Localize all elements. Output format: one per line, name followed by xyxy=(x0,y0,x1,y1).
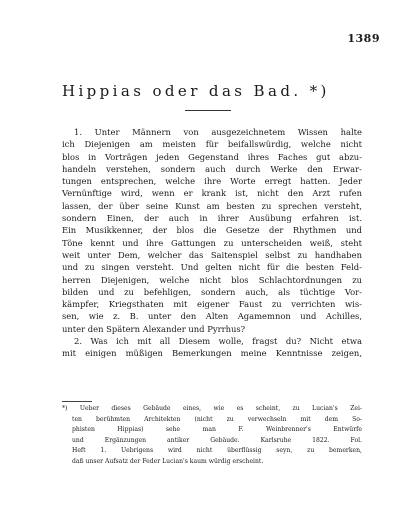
text-line: tungen entsprechen, welche ihre Worte erregt hatten. Jeder xyxy=(62,176,362,187)
footnote-line: *) Ueber dieses Gebäude eines, wie es scheint, zu Lucian's Zei- xyxy=(62,405,362,412)
footnote-line: Heft 1. Uebrigens wird nicht überflüssig seyn, zu bemerken, xyxy=(72,447,362,454)
text-line: Ein Musikkenner, der blos die Gesetze der Rhythmen und xyxy=(62,225,362,236)
text-line: ich Diejenigen am meisten für beifallswürdig, welche nicht xyxy=(62,139,362,150)
footnote xyxy=(62,404,362,467)
text-line: Töne kennt und ihre Gattungen zu unterscheiden weiß, steht xyxy=(62,237,362,248)
text-line: handeln verstehen, sondern auch durch Werke den Erwar- xyxy=(62,163,362,174)
text-line: sondern Einen, der auch in ihrer Ausübung erfahren ist. xyxy=(62,213,362,224)
text-line: 1. Unter Männern von ausgezeichnetem Wissen halte xyxy=(74,127,362,137)
footnote-line: und Ergänzungen antiker Gebäude. Karlsruhe 1822. Fol. xyxy=(72,436,362,444)
text-line: blos in Vorträgen jeden Gegenstand ihres Faches gut abzu- xyxy=(62,151,362,162)
footnote-divider xyxy=(62,401,92,402)
body-text xyxy=(62,126,362,360)
text-line: mit einigen müßigen Bemerkungen meine Kenntnisse zeigen, xyxy=(62,348,362,359)
footnote-line: ten berühmten Architekten (nicht zu verwechseln mit dem So- xyxy=(72,415,362,423)
text-line: weit unter Dem, welcher das Saitenspiel selbst zu handhaben xyxy=(62,249,362,260)
text-line: und zu singen versteht. Und gelten nicht für die besten Feld- xyxy=(62,262,362,273)
text-line: sen, wie z. B. unter den Alten Agamemnon und Achilles, xyxy=(62,311,362,322)
chapter-title: Hippias oder das Bad. *) xyxy=(62,82,330,100)
text-line: bilden und zu befehligen, sondern auch, als tüchtige Vor- xyxy=(62,286,362,297)
footnote-line: phisten Hippias) sehe man F. Weinbrenner's Entwürfe xyxy=(72,426,362,433)
title-divider xyxy=(185,110,231,111)
footnote-line: daß unser Aufsatz der Feder Lucian's kaum würdig erscheint. xyxy=(72,457,264,465)
text-line: lassen, der über seine Kunst am besten zu sprechen versteht, xyxy=(62,200,362,211)
text-line: 2. Was ich mit all Diesem wolle, fragst du? Nicht etwa xyxy=(74,336,362,347)
text-line: herren Diejenigen, welche nicht blos Schlachtordnungen zu xyxy=(62,274,362,285)
page-number: 1389 xyxy=(347,32,380,45)
text-line: Vernünftige wird, wenn er krank ist, nicht den Arzt rufen xyxy=(62,188,362,199)
text-line: unter den Spätern Alexander und Pyrrhus? xyxy=(62,323,246,334)
text-line: kämpfer, Kriegsthaten mit eigener Faust zu verrichten wis- xyxy=(62,299,362,310)
